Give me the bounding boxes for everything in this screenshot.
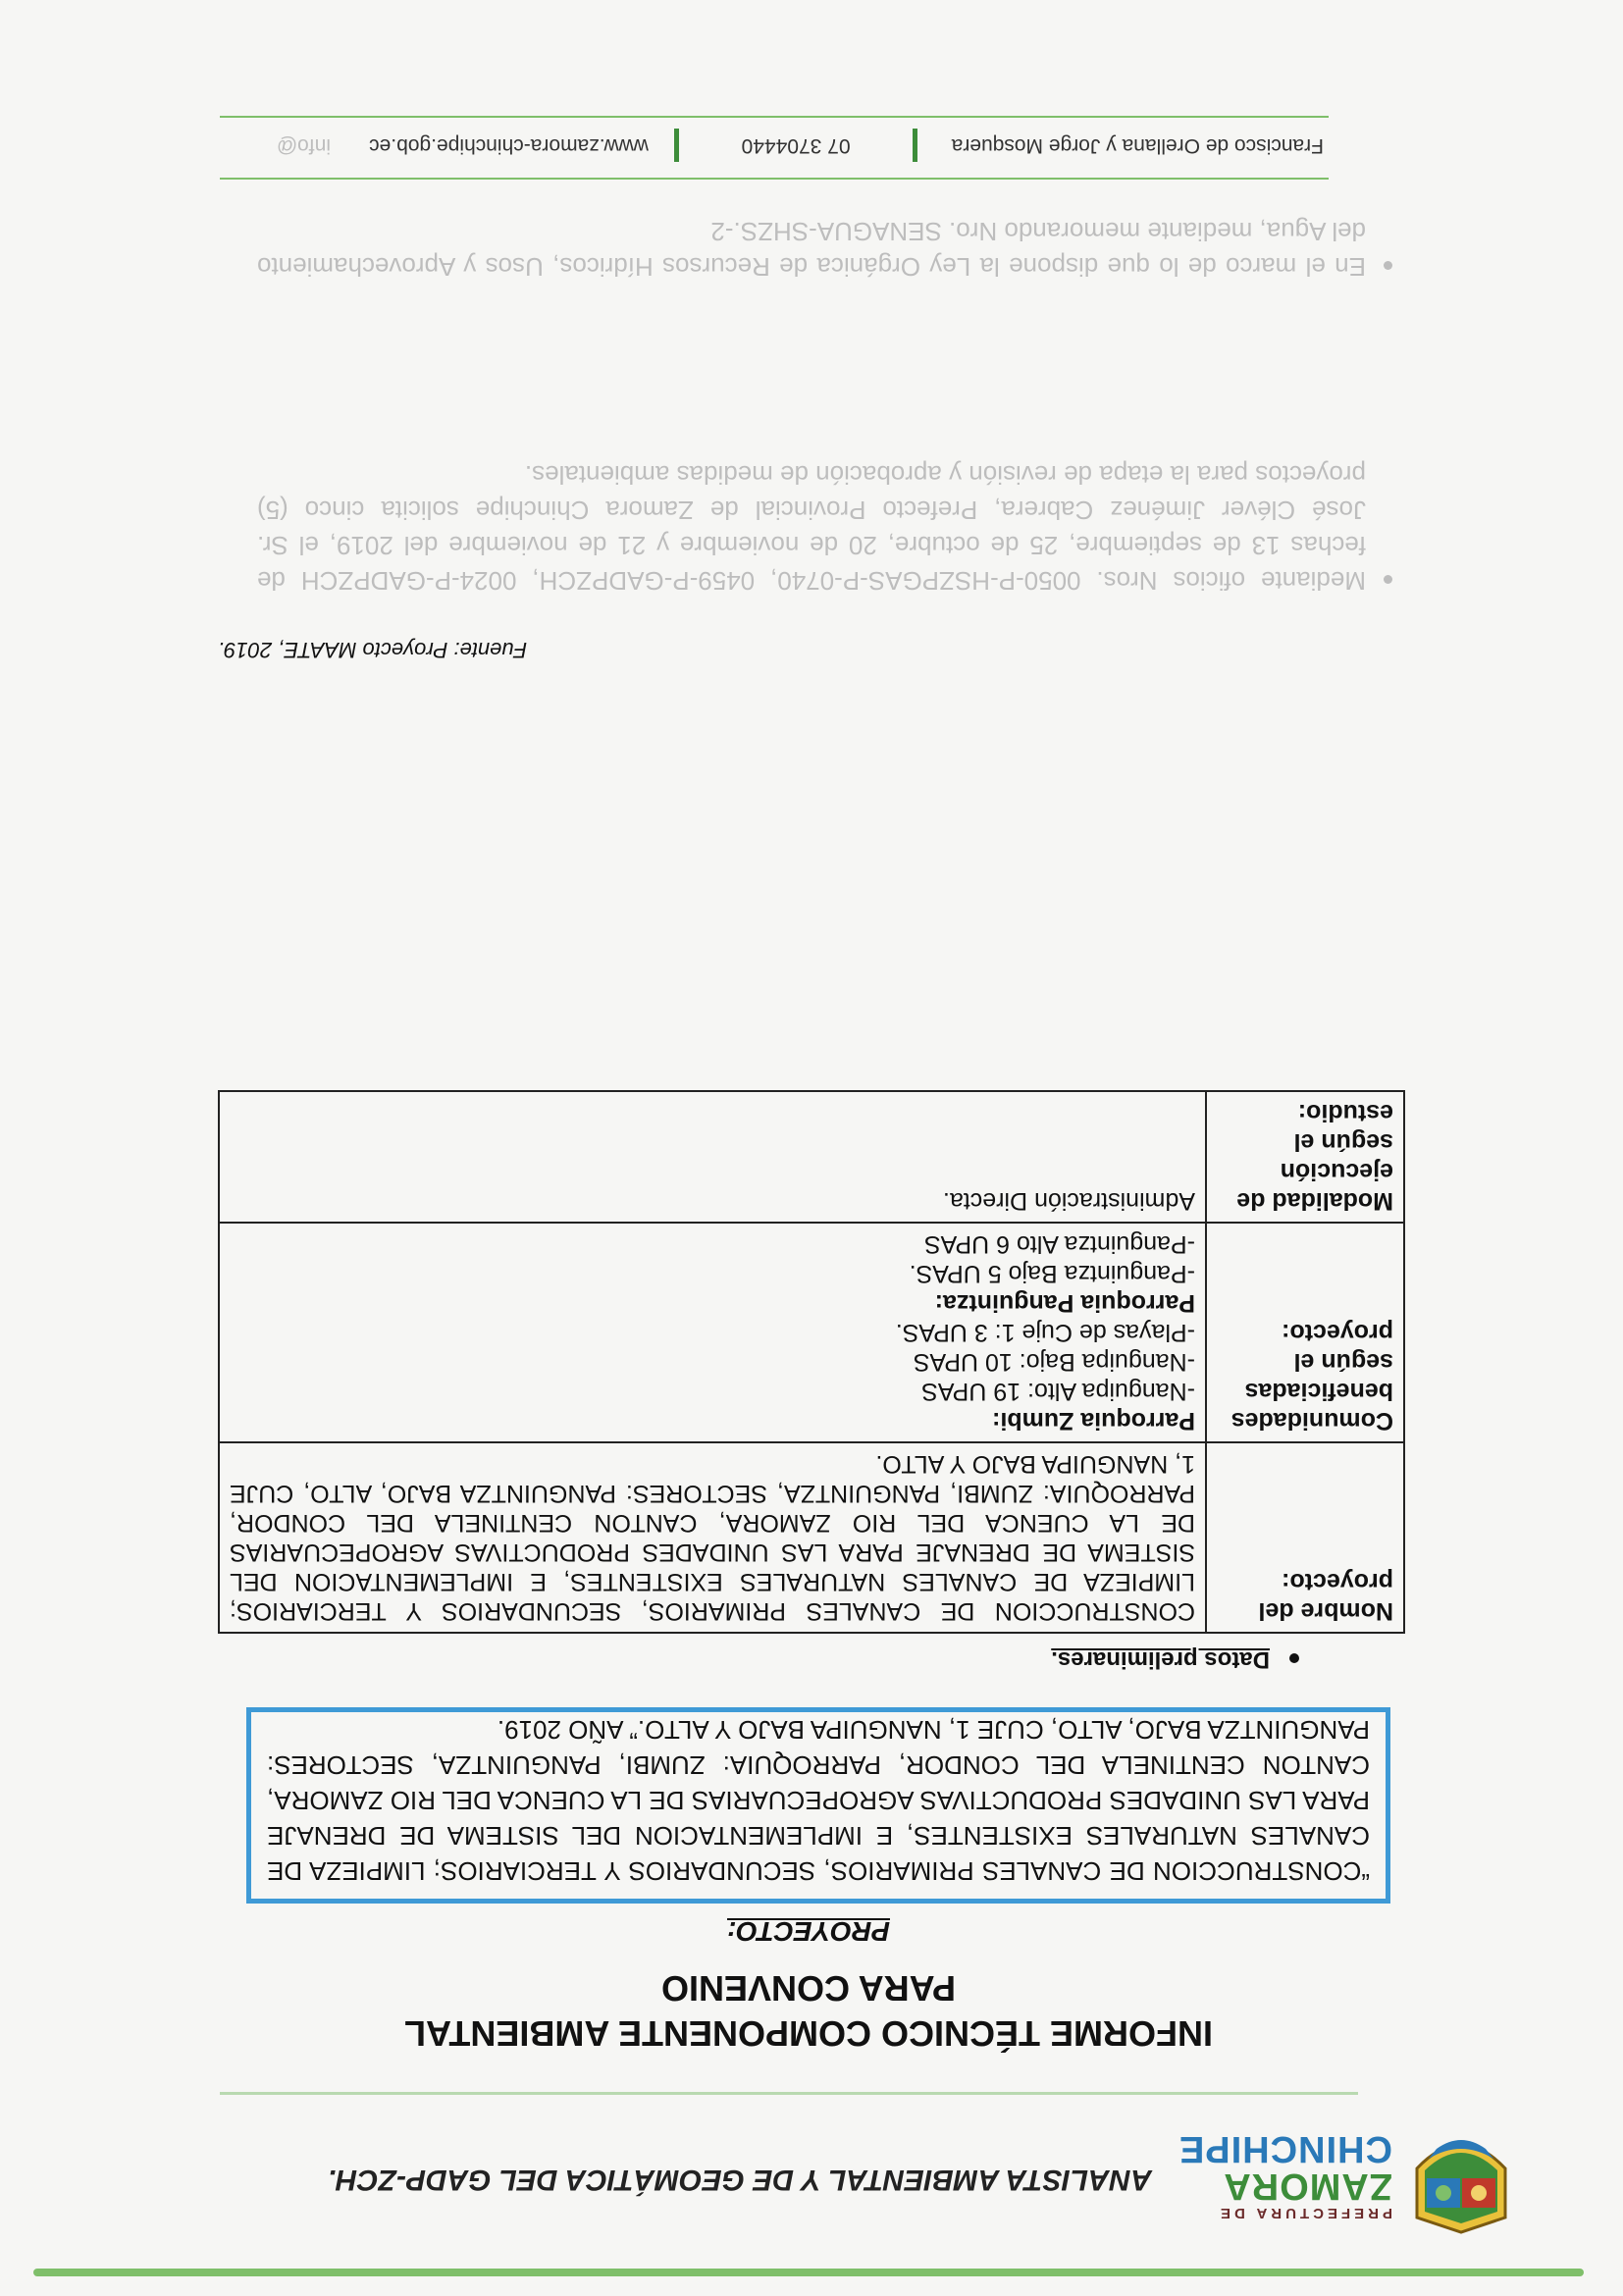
footer-divider-top <box>220 178 1329 180</box>
top-color-band <box>33 2269 1584 2276</box>
footer-divider-bottom <box>220 116 1329 118</box>
footer-phone: 07 3704440 <box>741 134 851 157</box>
footer-separator <box>674 129 679 162</box>
faded-paragraph-1: Mediante oficios Nros. 0050-P-HSZPGAS-P-0740, 0459-P-GADPZCH, 0024-P-GADPZCH de fechas 13 de septiembre, 25 de octubre, 20 de noviembre y 21 de noviembre del 2019, el Sr. José Cléver Jiménez Cabrera, Prefecto Provincial de Zamora Chinchipe solicita cinco (5) proyectos para la etapa de revisión y aprobación de medidas ambientales. <box>257 460 1366 596</box>
community-item: -Panguintza Bajo 5 UPAS. <box>909 1260 1195 1287</box>
row-value-communities <box>219 1223 1206 1442</box>
row-value-modality: Administración Directa. <box>219 1091 1206 1223</box>
row-label-project-name: Nombre del proyecto: <box>1206 1442 1404 1633</box>
letterhead <box>102 2129 1515 2237</box>
title-line-1: INFORME TÉCNICO COMPONENTE AMBIENTAL <box>404 2013 1213 2054</box>
footer <box>225 126 1324 165</box>
row-label-modality: Modalidad de ejecución según el estudio: <box>1206 1091 1404 1223</box>
footer-address: Francisco de Orellana y Jorge Mosquera <box>951 134 1324 157</box>
row-value-project-name: CONSTRUCCION DE CANALES PRIMARIOS, SECUNDARIOS Y TERCIARIOS; LIMPIEZA DE CANALES NATURALES EXISTENTES, E IMPLEMENTACION DEL SISTEMA DE DRENAJE PARA LAS UNIDADES PRODUCTIVAS AGROPECUARIAS DE LA CUENCA DEL RIO ZAMORA, CANTON CENTINELA DEL CONDOR, PARROQUIA: ZUMBI, PANGUINTZA, SECTORES: PANGUINTZA BAJO, ALTO, CUJE 1, NANGUIPA BAJO Y ALTO. <box>219 1442 1206 1633</box>
preliminary-data-heading: Datos preliminares. <box>1051 1646 1270 1673</box>
table-source-note: Fuente: Proyecto MAATE, 2019. <box>218 638 528 662</box>
table-row <box>219 1091 1404 1223</box>
footer-separator <box>913 129 917 162</box>
community-item: -Panguintza Alto 6 UPAS <box>923 1230 1195 1258</box>
row-label-communities: Comunidades beneficiadas según el proyecto: <box>1206 1223 1404 1442</box>
table-row <box>219 1442 1404 1633</box>
brand-prefix: PREFECTURA DE <box>1217 2205 1392 2221</box>
brand-line-2: CHINCHIPE <box>1178 2128 1392 2169</box>
faded-paragraph-2: En el marco de lo que dispone la Ley Orgánica de Recursos Hídricos, Usos y Aprovechamiento del Agua, mediante memorando Nro. SENAGUA-SHZS.-2 <box>257 217 1366 282</box>
community-item: -Nanguipa Bajo: 10 UPAS <box>913 1348 1195 1376</box>
brand-logo <box>1178 2130 1392 2221</box>
coat-of-arms-icon <box>1407 2119 1515 2237</box>
community-item: -Nanguipa Alto: 19 UPAS <box>921 1378 1195 1405</box>
preliminary-data-table <box>218 1090 1405 1634</box>
faded-bullet-icon <box>1384 261 1392 270</box>
header-title: ANALISTA AMBIENTAL Y DE GEOMÁTICA DEL GADP-ZCH. <box>327 2164 1152 2196</box>
faded-bullet-icon <box>1384 575 1392 584</box>
header-divider <box>220 2092 1358 2095</box>
parish-zumbi-heading: Parroquia Zumbi: <box>992 1407 1195 1435</box>
table-row <box>219 1223 1404 1442</box>
bullet-icon <box>1289 1653 1299 1663</box>
footer-website: www.zamora-chinchipe.gob.ec <box>369 134 649 157</box>
document-title <box>190 1965 1427 2056</box>
brand-line-1: ZAMORA <box>1223 2166 1392 2207</box>
footer-email: info@ <box>276 134 331 157</box>
project-description-box: “CONSTRUCCION DE CANALES PRIMARIOS, SECUNDARIOS Y TERCIARIOS; LIMPIEZA DE CANALES NATURALES EXISTENTES, E IMPLEMENTACION DEL SISTEMA DE DRENAJE PARA LAS UNIDADES PRODUCTIVAS AGROPECUARIAS DE LA CUENCA DEL RIO ZAMORA, CANTON CENTINELA DEL CONDOR, PARROQUIA: ZUMBI, PANGUINTZA, SECTORES: PANGUINTZA BAJO, ALTO, CUJE 1, NANGUIPA BAJO Y ALTO.” AÑO 2019. <box>246 1707 1390 1904</box>
community-item: -Playas de Cuje 1: 3 UPAS. <box>895 1319 1195 1346</box>
project-label: PROYECTO: <box>727 1916 890 1947</box>
parish-panguintza-heading: Parroquia Panguintza: <box>934 1289 1195 1317</box>
title-line-2: PARA CONVENIO <box>660 1968 957 2009</box>
